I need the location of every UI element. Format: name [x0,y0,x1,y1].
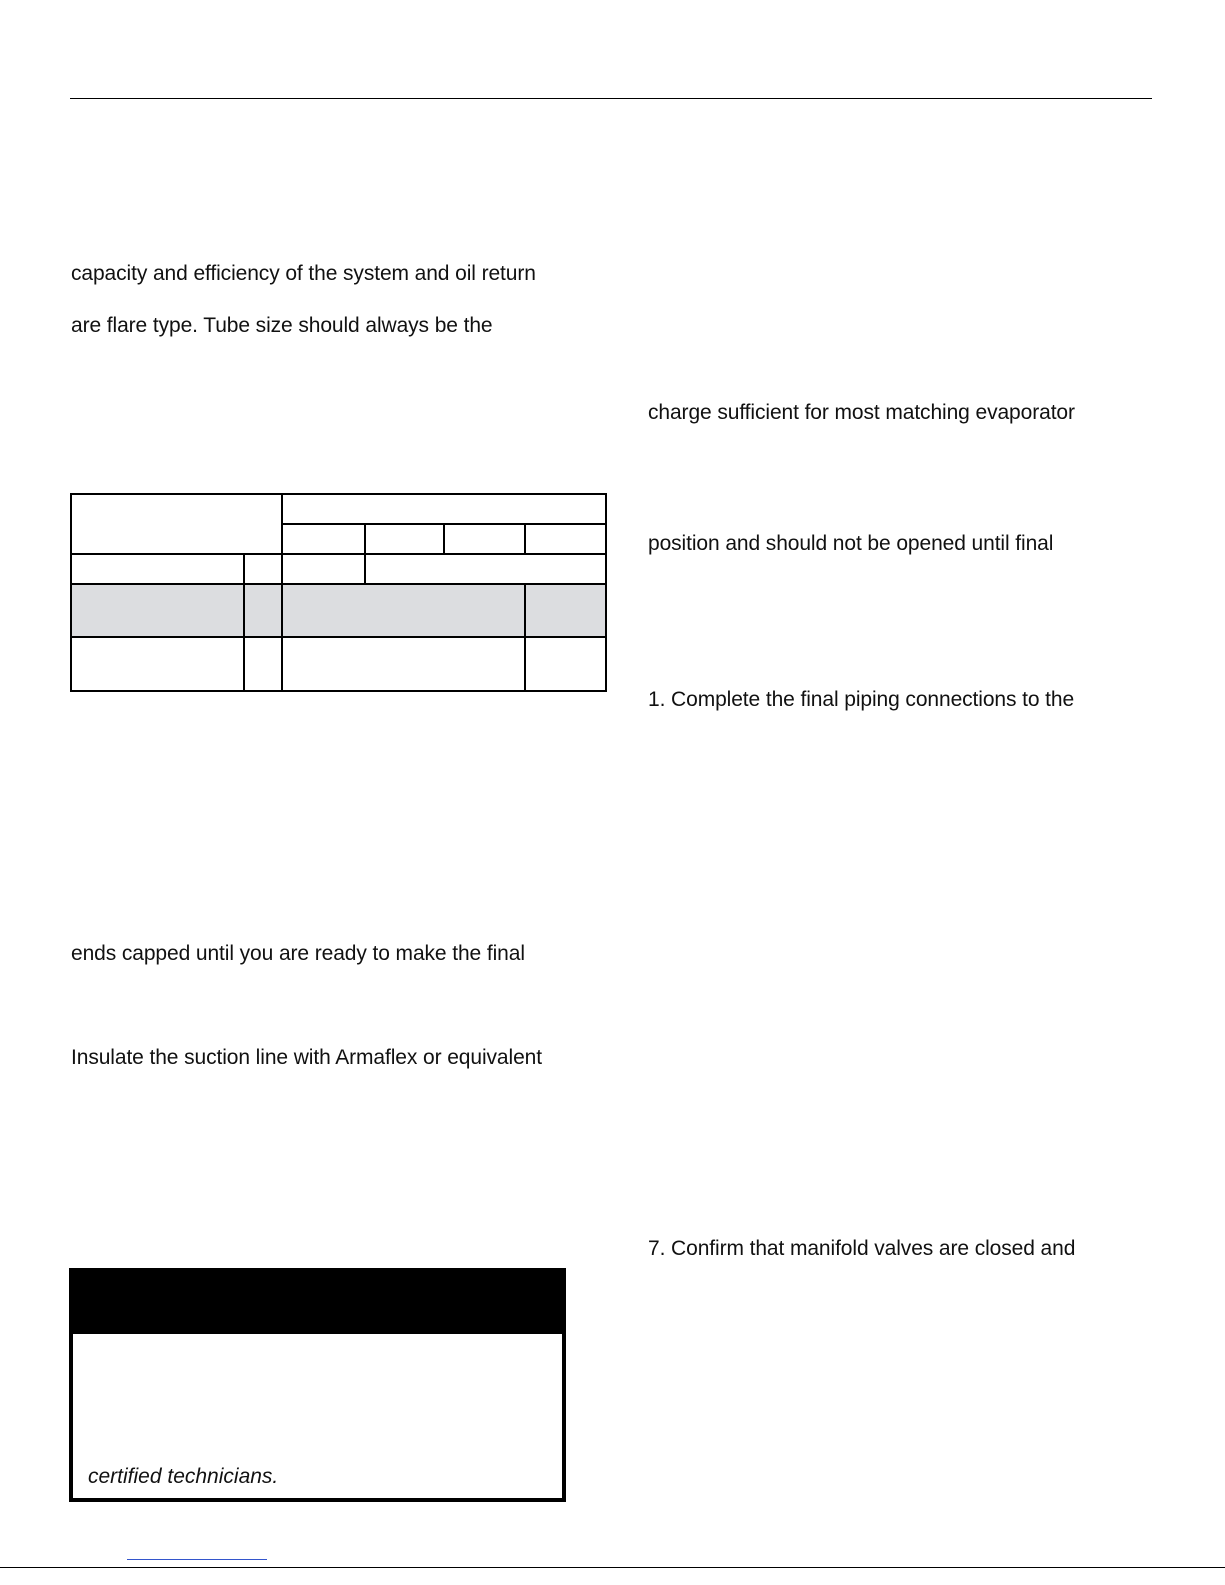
footer-link-underline[interactable] [127,1559,267,1560]
text-insulate: Insulate the suction line with Armaflex or equivalent [71,1046,542,1069]
text-flare-type: are flare type. Tube size should always be the [71,314,493,337]
text-charge: charge sufficient for most matching evaporator [648,401,1075,424]
footer-rule [0,1567,1225,1568]
warning-header-bar [73,1272,562,1334]
text-ends-capped: ends capped until you are ready to make the final [71,942,525,965]
step-7-text: 7. Confirm that manifold valves are closed and [648,1237,1076,1260]
warning-box [69,1268,566,1502]
step-1-text: 1. Complete the final piping connections to the [648,688,1075,711]
text-capacity: capacity and efficiency of the system and oil return [71,262,536,285]
warning-text: certified technicians. [88,1465,279,1488]
pipe-size-table [70,493,607,692]
text-position: position and should not be opened until final [648,532,1054,555]
header-rule [70,98,1152,99]
pipe-size-table-grid [70,493,607,692]
